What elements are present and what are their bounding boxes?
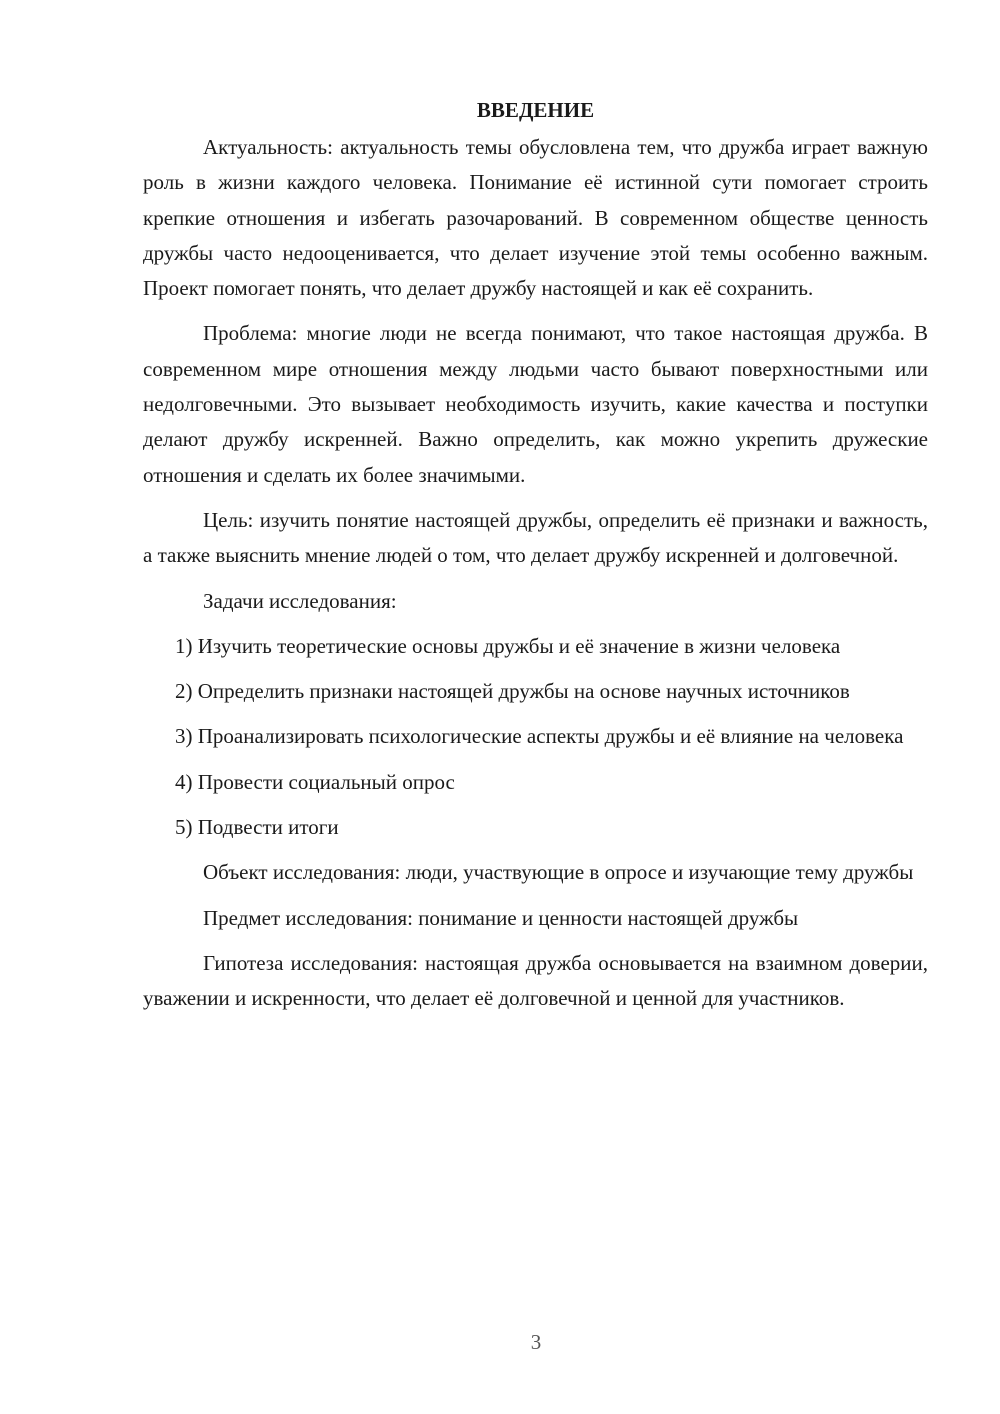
relevance-paragraph: Актуальность: актуальность темы обусловлена тем, что дружба играет важную роль в жизни каждого человека. Понимание её истинной сути помогает строить крепкие отношения и избегать разочарований. В современном обществе ценность дружбы часто недооценивается, что делает изучение этой темы особенно важным. Проект помогает понять, что делает дружбу настоящей и как её сохранить. xyxy=(143,135,928,301)
subject-paragraph: Предмет исследования: понимание и ценности настоящей дружбы xyxy=(203,905,799,930)
task-item: 5) Подвести итоги xyxy=(175,815,339,840)
page-number: 3 xyxy=(530,1330,542,1354)
page-title: ВВЕДЕНИЕ xyxy=(476,98,595,122)
task-item: 1) Изучить теоретические основы дружбы и её значение в жизни человека xyxy=(175,633,841,658)
object-paragraph: Объект исследования: люди, участвующие в опросе и изучающие тему дружбы xyxy=(203,860,914,885)
task-item: 3) Проанализировать психологические аспекты дружбы и её влияние на человека xyxy=(175,724,904,749)
goal-paragraph: Цель: изучить понятие настоящей дружбы, определить её признаки и важность, а также выяснить мнение людей о том, что делает дружбу искренней и долговечной. xyxy=(143,507,928,568)
hypothesis-paragraph: Гипотеза исследования: настоящая дружба основывается на взаимном доверии, уважении и искренности, что делает её долговечной и ценной для участников. xyxy=(143,950,928,1011)
task-item: 2) Определить признаки настоящей дружбы на основе научных источников xyxy=(175,679,850,704)
document-page xyxy=(143,92,928,1027)
tasks-heading: Задачи исследования: xyxy=(203,588,397,613)
problem-paragraph: Проблема: многие люди не всегда понимают, что такое настоящая дружба. В современном мире отношения между людьми часто бывают поверхностными или недолговечными. Это вызывает необходимость изучить, какие качества и поступки делают дружбу искренней. Важно определить, как можно укрепить дружеские отношения и сделать их более значимыми. xyxy=(143,321,928,487)
task-item: 4) Провести социальный опрос xyxy=(175,769,455,794)
